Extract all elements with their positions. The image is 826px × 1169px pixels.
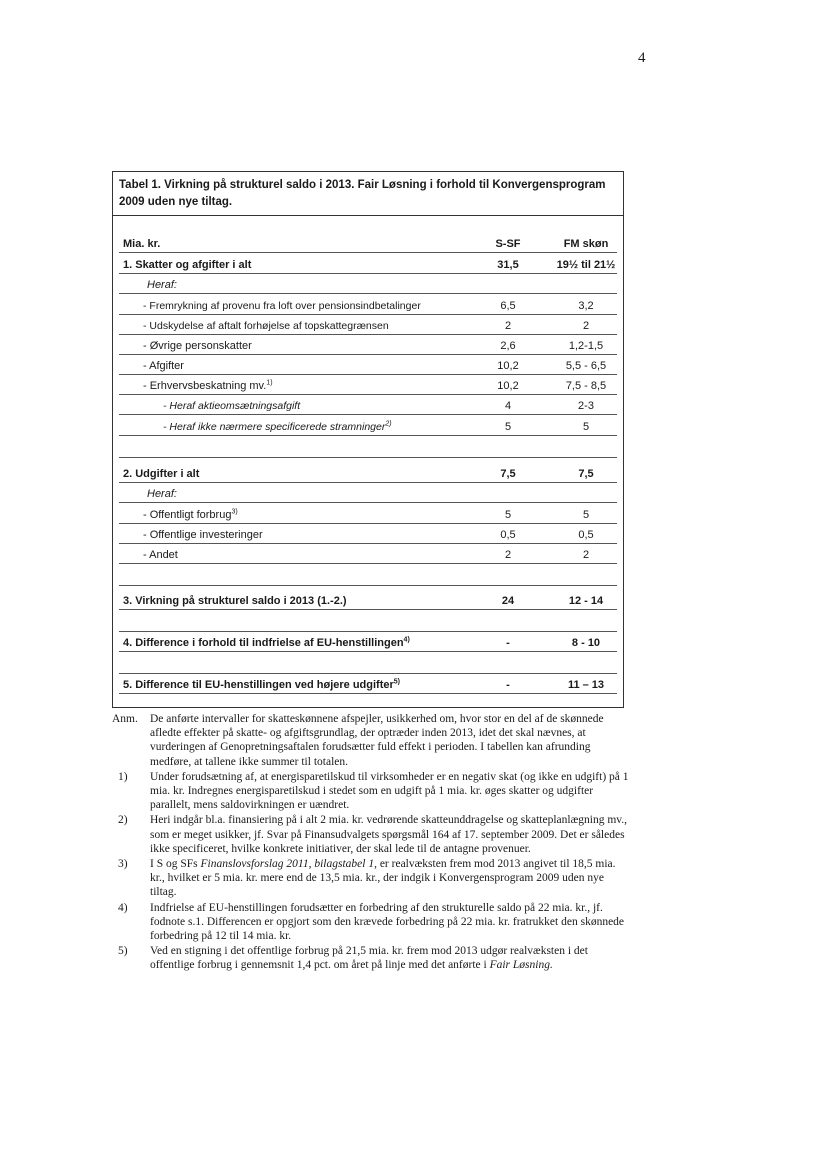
header-col-s-sf: S-SF	[495, 238, 521, 250]
table-row: 5. Difference til EU-henstillingen ved højere udgifter$^{5)}$ - 11 – 13	[113, 676, 623, 696]
table-row: Heraf:	[113, 276, 623, 296]
footnote-4: 4) Indfrielse af EU-henstillingen forudsætter en forbedring af den strukturelle saldo på 22 mia. kr., jf. fodnote s.1. Differencen er opgjort som den krævede forbedring på 22 mia. kr. fratrukket den skønnede forbedring på 12 til 14 mia. kr.	[118, 901, 625, 943]
table-caption	[113, 172, 623, 216]
footnote-ref: 3)	[231, 508, 238, 516]
table-row: 4. Difference i forhold til indfrielse af EU-henstillingen$^{4)}$ - 8 - 10	[113, 634, 623, 654]
table-row: - Afgifter 10,2 5,5 - 6,5	[113, 357, 623, 377]
header-unit-label: Mia. kr.	[123, 238, 161, 250]
note-anm: Anm. De anførte intervaller for skatteskønnene afspejler, usikkerhed om, hvor stor en del af de skønnede afledte effekter på skatte- og afgiftsgrundlag, der optræder inden 2013, idet det skal nævnes, at vurderingen af Genopretningsaftalen forudsætter fuld effekt i perioden. I tabellen kan afrunding medføre, at tallene ikke summer til totalen.	[112, 713, 604, 768]
page-number: 4	[638, 50, 646, 66]
footnote-2: 2) Heri indgår bl.a. finansiering på i alt 2 mia. kr. vedrørende skatteunddragelse og skatteplanlægning mv., som er meget usikker, jf. Svar på Finansudvalgets spørgsmål 164 af 17. september 2009. Det er således ikke specificeret, hvilke konkrete initiativer, der skal lede til de antagne provenuer.	[118, 814, 628, 855]
table-row: - Fremrykning af provenu fra loft over pensionsindbetalinger 6,5 3,2	[113, 297, 623, 317]
table-row: 3. Virkning på strukturel saldo i 2013 (1.-2.) 24 12 - 14	[113, 592, 623, 612]
footnote-ref: 2)	[385, 420, 392, 428]
footnote-5: 5) Ved en stigning i det offentlige forbrug på 21,5 mia. kr. frem mod 2013 udgør realvæksten i det offentlige forbrug i gennemsnit 1,4 pct. om året på linje med det anførte i Fair Løsning.	[118, 945, 588, 972]
footnote-1: 1) Under forudsætning af, at energisparetilskud til virksomheder er en negativ skat (og ikke en udgift) på 1 mia. kr. Indregnes energisparetilskud i stedet som en udgift på 1 mia. kr. øges skatter og udgifter parallelt, mens saldovirkningen er uændret.	[118, 770, 629, 812]
table-row: - Heraf aktieomsætningsafgift 4 2-3	[113, 397, 623, 417]
table-notes	[112, 712, 632, 974]
table-row: - Andet 2 2	[113, 546, 623, 566]
header-col-fm: FM skøn	[563, 238, 609, 250]
table-spacer-row	[113, 614, 623, 634]
table-row: - Heraf ikke nærmere specificerede stramninger$^{2)}$ 5 5	[113, 418, 623, 438]
table-caption-line-1: Tabel 1. Virkning på strukturel saldo i 2013. Fair Løsning i forhold til Konvergensprogram	[119, 179, 606, 191]
table-row: - Erhvervsbeskatning mv.$^{1)}$ 10,2 7,5 - 8,5	[113, 377, 623, 397]
table-row: - Øvrige personskatter 2,6 1,2-1,5	[113, 337, 623, 357]
table-spacer-row	[113, 568, 623, 588]
table-row: 2. Udgifter i alt 7,5 7,5	[113, 465, 623, 485]
table-row: Heraf:	[113, 485, 623, 505]
footnote-ref: 4)	[403, 636, 410, 644]
footnote-ref: 5)	[393, 678, 401, 686]
table-header-row	[113, 235, 623, 255]
table-spacer-row	[113, 440, 623, 460]
footnote-3: 3) I S og SFs Finanslovsforslag 2011, bilagstabel 1, er realvæksten frem mod 2013 angivet til 18,5 mia. kr., hvilket er 5 mia. kr. mere end de 13,5 mia. kr., der indgik i Konvergensprogram 2009 uden nye tiltag.	[118, 858, 616, 899]
table-row: - Udskydelse af aftalt forhøjelse af topskattegrænsen 2 2	[113, 317, 623, 337]
table-row: - Offentligt forbrug$^{3)}$ 5 5	[113, 506, 623, 526]
table-caption-line-2: 2009 uden nye tiltag.	[119, 196, 233, 208]
footnote-ref: 1)	[266, 379, 273, 387]
table-1	[112, 171, 624, 708]
table-row: 1. Skatter og afgifter i alt 31,5 19½ til 21½	[113, 256, 623, 276]
table-row: - Offentlige investeringer 0,5 0,5	[113, 526, 623, 546]
table-spacer-row	[113, 656, 623, 676]
